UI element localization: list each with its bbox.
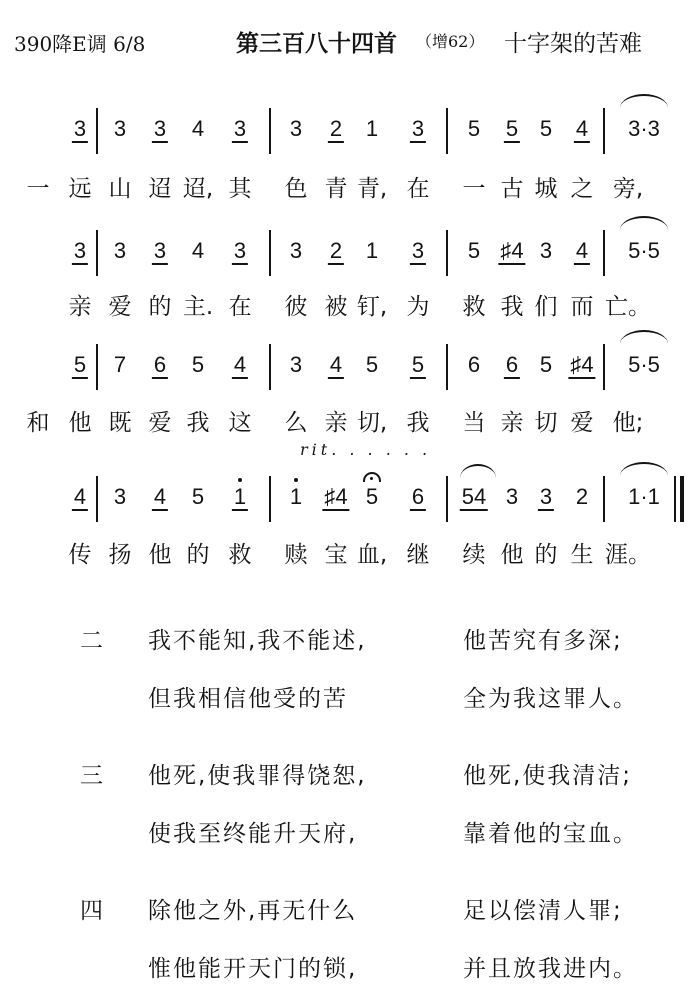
note: 3 [113, 484, 127, 509]
lyric-syllable: 他 [148, 542, 172, 568]
lyric-syllable: 生 [570, 542, 594, 568]
bar-line [269, 108, 271, 154]
lyric-syllable: 宝 [324, 542, 348, 568]
note: 1 [289, 484, 303, 509]
bar-line [446, 476, 448, 522]
lyric-syllable: 山 [108, 176, 132, 202]
lyric-syllable: 切, [356, 410, 388, 436]
bar-line [446, 108, 448, 154]
lyric-syllable: 切 [534, 410, 558, 436]
lyric-syllable: 钉, [356, 294, 388, 320]
lyric-syllable: 城 [534, 176, 558, 202]
lyric-syllable: 救 [228, 542, 252, 568]
note: ♯4 [570, 352, 594, 377]
note: 4 [191, 238, 205, 263]
bar-line [269, 476, 271, 522]
lyric-syllable: 他; [612, 410, 644, 436]
lyric-syllable: 的 [186, 542, 210, 568]
lyric-syllable: 当 [462, 410, 486, 436]
lyric-syllable: 亲 [68, 294, 92, 320]
note: ♯4 [324, 484, 348, 509]
lyric-syllable: 古 [500, 176, 524, 202]
note: 4 [153, 484, 167, 509]
slur-54 [460, 464, 496, 478]
bar-line [269, 344, 271, 390]
note: 3 [411, 238, 425, 263]
bar-line [446, 344, 448, 390]
lyric-syllable: 救 [462, 294, 486, 320]
verse-line-second-half: 他死,使我清洁; [463, 763, 633, 789]
lyric-syllable: 一 [462, 176, 486, 202]
note: 5 [539, 116, 553, 141]
lyric-syllable: 的 [148, 294, 172, 320]
lyric-syllable: 亲 [500, 410, 524, 436]
lyric-syllable: 继 [406, 542, 430, 568]
lyric-syllable: 为 [406, 294, 430, 320]
note: 6 [505, 352, 519, 377]
final-bar-thick [680, 476, 684, 522]
verse-line-second-half: 他苦究有多深; [463, 628, 623, 654]
note: 1 [365, 116, 379, 141]
bar-line [96, 230, 98, 276]
lyric-syllable: 们 [534, 294, 558, 320]
lyric-syllable: 我 [186, 410, 210, 436]
note: 5 [73, 352, 87, 377]
verse-line-first-half: 我不能知,我不能述, [148, 628, 367, 654]
tie-slur [620, 216, 668, 230]
final-bar-thin [674, 476, 676, 522]
note: 1 [233, 484, 247, 509]
note: ♯4 [500, 238, 524, 263]
note: 5·5 [628, 238, 660, 263]
tie-slur [620, 330, 668, 344]
lyric-syllable: 远 [68, 176, 92, 202]
lyric-syllable: 我 [500, 294, 524, 320]
lyric-syllable: 青, [356, 176, 388, 202]
lyric-syllable: 迢, [182, 176, 214, 202]
note: 3 [411, 116, 425, 141]
note: 5 [191, 352, 205, 377]
lyric-syllable: 和 [26, 410, 50, 436]
note: 3 [73, 238, 87, 263]
hymn-note: （增62） [416, 32, 485, 51]
bar-line [603, 108, 605, 154]
lyric-syllable: 青 [324, 176, 348, 202]
hymn-title: 第三百八十四首 [236, 31, 397, 57]
lyric-syllable: 他 [500, 542, 524, 568]
note: 5 [365, 484, 379, 509]
bar-line [269, 230, 271, 276]
fermata-icon [363, 472, 381, 482]
lyric-syllable: 涯。 [605, 542, 651, 568]
note: 3 [153, 238, 167, 263]
note: 3·3 [628, 116, 660, 141]
ritardando-marking: rit. . . . . . [300, 440, 432, 459]
verse-line-first-half: 他死,使我罪得饶恕, [148, 763, 367, 789]
lyric-syllable: 爱 [108, 294, 132, 320]
verse-line-second-half: 并且放我进内。 [463, 956, 638, 982]
bar-line [96, 108, 98, 154]
note: 5·5 [628, 352, 660, 377]
lyric-syllable: 么 [284, 410, 308, 436]
note: 3 [289, 116, 303, 141]
note: 5 [191, 484, 205, 509]
lyric-syllable: 亲 [324, 410, 348, 436]
note: 4 [233, 352, 247, 377]
note: 2 [329, 238, 343, 263]
note: 1 [365, 238, 379, 263]
lyric-syllable: 彼 [284, 294, 308, 320]
lyric-syllable: 旁, [612, 176, 644, 202]
note: 4 [329, 352, 343, 377]
lyric-syllable: 他 [68, 410, 92, 436]
verse-line-second-half: 足以偿清人罪; [463, 898, 623, 924]
verse-line-first-half: 除他之外,再无什么 [148, 898, 358, 924]
lyric-syllable: 爱 [570, 410, 594, 436]
note: 3 [233, 116, 247, 141]
tie-slur [620, 462, 668, 476]
lyric-syllable: 爱 [148, 410, 172, 436]
note: 5 [365, 352, 379, 377]
note: 5 [539, 352, 553, 377]
bar-line [603, 344, 605, 390]
note: 3 [289, 352, 303, 377]
bar-line [603, 230, 605, 276]
note: 2 [575, 484, 589, 509]
lyric-syllable: 色 [284, 176, 308, 202]
note: 6 [153, 352, 167, 377]
note: 3 [539, 484, 553, 509]
note: 2 [329, 116, 343, 141]
lyric-syllable: 其 [228, 176, 252, 202]
hymn-subtitle: 十字架的苦难 [504, 31, 642, 57]
verse-number: 三 [80, 763, 103, 789]
bar-line [446, 230, 448, 276]
lyric-syllable: 血, [356, 542, 388, 568]
note: 5 [467, 116, 481, 141]
note: 54 [461, 484, 487, 509]
verse-line-first-half: 但我相信他受的苦 [148, 686, 348, 712]
note: 3 [153, 116, 167, 141]
note: 7 [113, 352, 127, 377]
lyric-syllable: 我 [406, 410, 430, 436]
note: 4 [191, 116, 205, 141]
note: 6 [411, 484, 425, 509]
lyric-syllable: 扬 [108, 542, 132, 568]
lyric-syllable: 在 [228, 294, 252, 320]
lyric-syllable: 赎 [284, 542, 308, 568]
verse-number: 四 [80, 898, 103, 924]
lyric-syllable: 迢 [148, 176, 172, 202]
verse-line-first-half: 惟他能开天门的锁, [148, 956, 358, 982]
tie-slur [620, 94, 668, 108]
note: 4 [73, 484, 87, 509]
bar-line [96, 476, 98, 522]
note: 3 [505, 484, 519, 509]
lyric-syllable: 之 [570, 176, 594, 202]
note: 3 [113, 238, 127, 263]
note: 5 [411, 352, 425, 377]
verse-line-first-half: 使我至终能升天府, [148, 821, 358, 847]
lyric-syllable: 续 [462, 542, 486, 568]
note: 3 [73, 116, 87, 141]
lyric-syllable: 主. [182, 294, 214, 320]
note: 6 [467, 352, 481, 377]
lyric-syllable: 这 [228, 410, 252, 436]
bar-line [96, 344, 98, 390]
lyric-syllable: 亡。 [605, 294, 651, 320]
verse-number: 二 [80, 628, 103, 654]
verse-line-second-half: 全为我这罪人。 [463, 686, 638, 712]
lyric-syllable: 在 [406, 176, 430, 202]
note: 3 [289, 238, 303, 263]
note: 3 [233, 238, 247, 263]
bar-line [603, 476, 605, 522]
lyric-syllable: 被 [324, 294, 348, 320]
note: 4 [575, 116, 589, 141]
note: 3 [539, 238, 553, 263]
lyric-syllable: 而 [570, 294, 594, 320]
hymn-number-key-time: 390降E调 6/8 [14, 32, 146, 56]
lyric-syllable: 的 [534, 542, 558, 568]
note: 4 [575, 238, 589, 263]
lyric-syllable: 既 [108, 410, 132, 436]
verse-line-second-half: 靠着他的宝血。 [463, 821, 638, 847]
note: 5 [505, 116, 519, 141]
note: 3 [113, 116, 127, 141]
note: 1·1 [628, 484, 660, 509]
lyric-syllable: 一 [26, 176, 50, 202]
octave-dot [238, 478, 242, 482]
octave-dot [294, 478, 298, 482]
lyric-syllable: 传 [68, 542, 92, 568]
note: 5 [467, 238, 481, 263]
